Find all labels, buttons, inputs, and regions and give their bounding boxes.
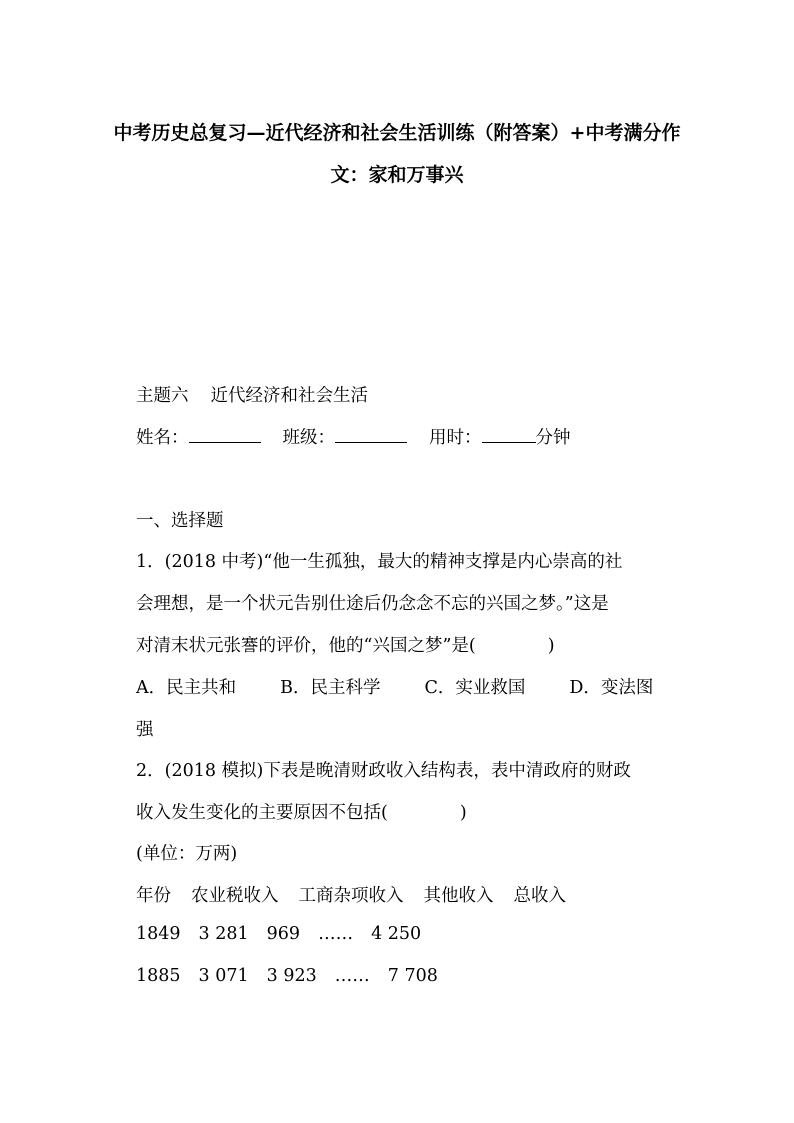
title-line-2: 文：家和万事兴 — [330, 164, 464, 186]
table-cell: …… — [318, 924, 354, 944]
table-header-cell: 工商杂项收入 — [298, 886, 404, 906]
q2-line-1: 2．(2018 模拟)下表是晚清财政收入结构表，表中清政府的财政 — [136, 761, 631, 781]
topic-name: 近代经济和社会生活 — [210, 386, 368, 406]
q1-line-3-text: 对清末状元张謇的评价，他的“兴国之梦”是( — [136, 636, 476, 656]
table-header-cell: 总收入 — [513, 886, 566, 906]
time-label: 用时： — [429, 428, 482, 448]
topic-label: 主题六 — [136, 386, 189, 406]
table-header-cell: 年份 — [136, 886, 171, 906]
name-blank[interactable] — [189, 426, 261, 443]
q1-option-a[interactable]: A．民主共和 — [136, 678, 237, 698]
topic-heading — [136, 382, 368, 407]
table-cell: 969 — [266, 924, 301, 944]
time-blank[interactable] — [482, 426, 536, 443]
table-cell: 3 281 — [198, 924, 249, 944]
table-cell: 3 923 — [266, 966, 317, 986]
q1-option-d[interactable]: D．变法图 — [569, 678, 654, 698]
table-row — [136, 966, 438, 986]
table-cell: 3 071 — [198, 966, 249, 986]
document-title — [100, 112, 694, 196]
table-header-row — [136, 882, 566, 907]
table-cell: 4 250 — [371, 924, 422, 944]
section-heading: 一、选择题 — [136, 511, 224, 531]
q2-line-2 — [136, 799, 467, 824]
table-cell: 1885 — [136, 966, 181, 986]
q2-unit-note: (单位：万两) — [136, 844, 238, 864]
q1-line-1: 1．(2018 中考)“他一生孤独，最大的精神支撑是内心崇高的社 — [136, 552, 623, 572]
q1-line-2: 会理想，是一个状元告别仕途后仍念念不忘的兴国之梦。”这是 — [136, 594, 609, 614]
table-cell: 1849 — [136, 924, 181, 944]
q1-option-c[interactable]: C．实业救国 — [424, 678, 526, 698]
table-cell: …… — [334, 966, 370, 986]
q1-option-b[interactable]: B．民主科学 — [280, 678, 381, 698]
student-info-row — [136, 424, 571, 449]
table-row — [136, 924, 421, 944]
q1-line-3 — [136, 632, 555, 657]
q1-close-paren: ) — [547, 636, 555, 656]
q1-option-d-continued: 强 — [136, 720, 154, 740]
q1-options-row — [136, 674, 653, 699]
table-header-cell: 农业税收入 — [191, 886, 279, 906]
table-cell: 7 708 — [387, 966, 438, 986]
time-unit: 分钟 — [535, 428, 571, 448]
class-label: 班级： — [282, 428, 335, 448]
q2-close-paren: ) — [459, 803, 467, 823]
title-line-1: 中考历史总复习—近代经济和社会生活训练（附答案）+中考满分作 — [113, 122, 681, 144]
name-label: 姓名： — [136, 428, 189, 448]
class-blank[interactable] — [335, 426, 407, 443]
table-header-cell: 其他收入 — [423, 886, 494, 906]
q2-line-2-text: 收入发生变化的主要原因不包括( — [136, 803, 388, 823]
